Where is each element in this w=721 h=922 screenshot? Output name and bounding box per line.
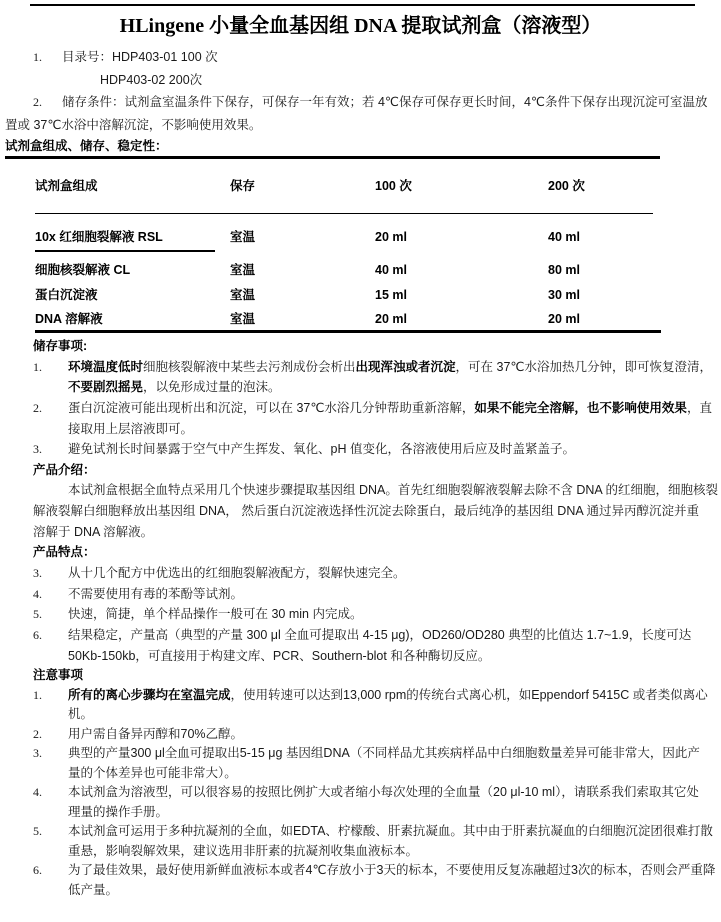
features-heading: 产品特点： [33, 545, 96, 560]
line-text: 用户需自备异丙醇和70%乙醇。 [68, 726, 244, 741]
volume-200-cell: 20 ml [548, 312, 580, 326]
catalog-item-2 [0, 91, 721, 114]
volume-100-cell: 15 ml [375, 288, 407, 302]
line-text: 量的个体差异也可能非常大）。 [68, 765, 237, 780]
table-row [35, 259, 721, 281]
list-number: 4. [33, 586, 42, 601]
line-text: 所有的离心步骤均在室温完成，使用转速可以达到13,000 rpm的传统台式离心机，如Eppendorf 5415C 或者类似离心 [68, 687, 708, 702]
table-row [35, 284, 721, 306]
column-header: 100 次 [375, 178, 412, 193]
note-item-2 [0, 725, 721, 745]
volume-100-cell: 20 ml [375, 230, 407, 244]
feature-item-6 [0, 625, 721, 646]
feature-item-6-cont [0, 646, 721, 667]
intro-line [0, 522, 721, 543]
volume-200-cell: 30 ml [548, 288, 580, 302]
storage-notes-heading: 储存事项: [33, 339, 88, 353]
list-number: 1. [33, 359, 42, 374]
volume-200-cell: 40 ml [548, 230, 580, 244]
list-number: 3. [33, 442, 42, 457]
storage-cell: 室温 [230, 312, 256, 326]
note-item-1 [0, 686, 721, 706]
line-text: 本试剂盒根据全血特点采用几个快速步骤提取基因组 DNA。首先红细胞裂解液裂解去除不含 DNA 的红细胞，细胞核裂 [68, 483, 719, 498]
column-header: 试剂盒组成 [35, 178, 98, 193]
list-number: 1. [33, 50, 42, 64]
storage-note-2 [0, 398, 721, 419]
catalog-item-1-cont [0, 69, 721, 92]
list-number: 2. [33, 400, 42, 415]
reagent-name: 10x 红细胞裂解液 RSL [35, 226, 215, 252]
volume-100-cell: 40 ml [375, 263, 407, 277]
table-header-divider [35, 213, 653, 215]
reagent-name: 细胞核裂解液 CL [35, 263, 131, 277]
line-text: 结果稳定，产量高（典型的产量 300 μl 全血可提取出 4-15 μg)，OD260/OD280 典型的比值达 1.7~1.9，长度可达 [68, 627, 692, 642]
storage-note-1-cont [0, 377, 721, 398]
top-divider [30, 4, 695, 6]
intro-heading: 产品介绍： [33, 462, 96, 477]
catalog-section [0, 46, 721, 136]
line-text: 从十几个配方中优选出的红细胞裂解液配方，裂解快速完全。 [68, 566, 406, 581]
list-number: 5. [33, 824, 42, 839]
storage-cell: 室温 [230, 263, 256, 277]
line-text: 为了最佳效果，最好使用新鲜血液标本或者4℃存放小于3天的标本，不要使用反复冻融超过3次的标本，否则会严重降 [68, 863, 716, 878]
storage-cell: 室温 [230, 288, 256, 302]
feature-item-3 [0, 563, 721, 584]
line-text: 50Kb-150kb，可直接用于构建文库、PCR、Southern-blot 和各种酶切反应。 [68, 648, 491, 663]
line-text: 环境温度低时细胞核裂解液中某些去污剂成份会析出出现浑浊或者沉淀，可在 37℃水浴加热几分钟，即可恢复澄清， [68, 359, 712, 374]
column-header: 200 次 [548, 178, 585, 193]
intro-line [0, 501, 721, 522]
table-row [35, 226, 721, 248]
line-text: 不要剧烈摇晃，以免形成过量的泡沫。 [68, 380, 281, 395]
kit-table-section-title: 试剂盒组成、储存、稳定性： [5, 139, 168, 153]
storage-cell: 室温 [230, 230, 256, 244]
note-item-4-cont [0, 803, 721, 823]
body-sections [0, 336, 721, 666]
list-number: 4. [33, 785, 42, 800]
line-text: 快速，简捷，单个样品操作一般可在 30 min 内完成。 [68, 607, 363, 622]
notes-section [0, 666, 721, 900]
storage-note-2-cont [0, 419, 721, 440]
volume-200-cell: 80 ml [548, 263, 580, 277]
page-title: HLingene 小量全血基因组 DNA 提取试剂盒（溶液型） [119, 15, 602, 37]
list-number: 3. [33, 746, 42, 761]
volume-100-cell: 20 ml [375, 312, 407, 326]
line-text: 理量的操作手册。 [68, 804, 169, 819]
feature-item-4 [0, 584, 721, 605]
table-header-row [35, 159, 721, 197]
list-number: 3. [33, 566, 42, 581]
table-row [35, 308, 721, 330]
line-text: 机。 [68, 707, 94, 722]
column-header: 保存 [230, 178, 256, 193]
line-text: 本试剂盒为溶液型，可以很容易的按照比例扩大或者缩小每次处理的全血量（20 μl-10 ml），请联系我们索取其它处 [68, 785, 699, 800]
note-item-3 [0, 744, 721, 764]
list-number: 6. [33, 627, 42, 642]
list-number: 6. [33, 863, 42, 878]
line-text: 典型的产量300 μl全血可提取出5-15 μg 基因组DNA（不同样品尤其疾病样品中白细胞数量差异可能非常大，因此产 [68, 746, 700, 761]
notes-heading: 注意事项 [33, 668, 84, 683]
list-number: 1. [33, 687, 42, 702]
reagent-name: 蛋白沉淀液 [35, 288, 98, 302]
kit-table [35, 159, 721, 331]
catalog-item-1 [0, 46, 721, 69]
note-item-4 [0, 783, 721, 803]
note-item-3-cont [0, 764, 721, 784]
line-text: 本试剂盒可运用于多种抗凝剂的全血，如EDTA、柠檬酸、肝素抗凝血。其中由于肝素抗凝血的白细胞沉淀团很难打散 [68, 824, 713, 839]
line-text: 重悬，影响裂解效果，建议选用非肝素的抗凝剂收集血液标本。 [68, 843, 419, 858]
reagent-name: DNA 溶解液 [35, 312, 103, 326]
feature-item-5 [0, 604, 721, 625]
list-number: 2. [33, 95, 42, 109]
line-text: 不需要使用有毒的苯酚等试剂。 [68, 586, 244, 601]
line-text: 解液裂解白细胞释放出基因组 DNA， 然后蛋白沉淀液选择性沉淀去除蛋白，最后纯净的基因组 DNA 通过异丙醇沉淀并重 [33, 504, 699, 519]
note-item-6-cont [0, 881, 721, 901]
intro-line [0, 480, 721, 501]
note-item-5 [0, 822, 721, 842]
line-text: 避免试剂长时间暴露于空气中产生挥发、氧化、pH 值变化，各溶液使用后应及时盖紧盖子。 [68, 442, 575, 457]
storage-note-3 [0, 439, 721, 460]
note-item-1-cont [0, 705, 721, 725]
line-text: HDP403-02 200次 [100, 72, 203, 87]
catalog-item-2-cont [0, 114, 721, 137]
line-text: 溶解于 DNA 溶解液。 [33, 524, 154, 539]
table-bottom-divider [35, 330, 661, 333]
note-item-6 [0, 861, 721, 881]
note-item-5-cont [0, 842, 721, 862]
line-text: 储存条件：试剂盒室温条件下保存，可保存一年有效；若 4℃保存可保存更长时间，4℃条件下保存出现沉淀可室温放 [62, 95, 708, 109]
line-text: 置或 37℃水浴中溶解沉淀，不影响使用效果。 [5, 117, 262, 132]
line-text: 低产量。 [68, 882, 119, 897]
line-text: 接取用上层溶液即可。 [68, 421, 194, 436]
list-number: 2. [33, 726, 42, 741]
line-text: 蛋白沉淀液可能出现析出和沉淀，可以在 37℃水浴几分钟帮助重新溶解，如果不能完全溶解，也不影响使用效果，直 [68, 400, 712, 415]
line-text: 目录号：HDP403-01 100 次 [62, 50, 218, 64]
storage-note-1 [0, 357, 721, 378]
list-number: 5. [33, 607, 42, 622]
